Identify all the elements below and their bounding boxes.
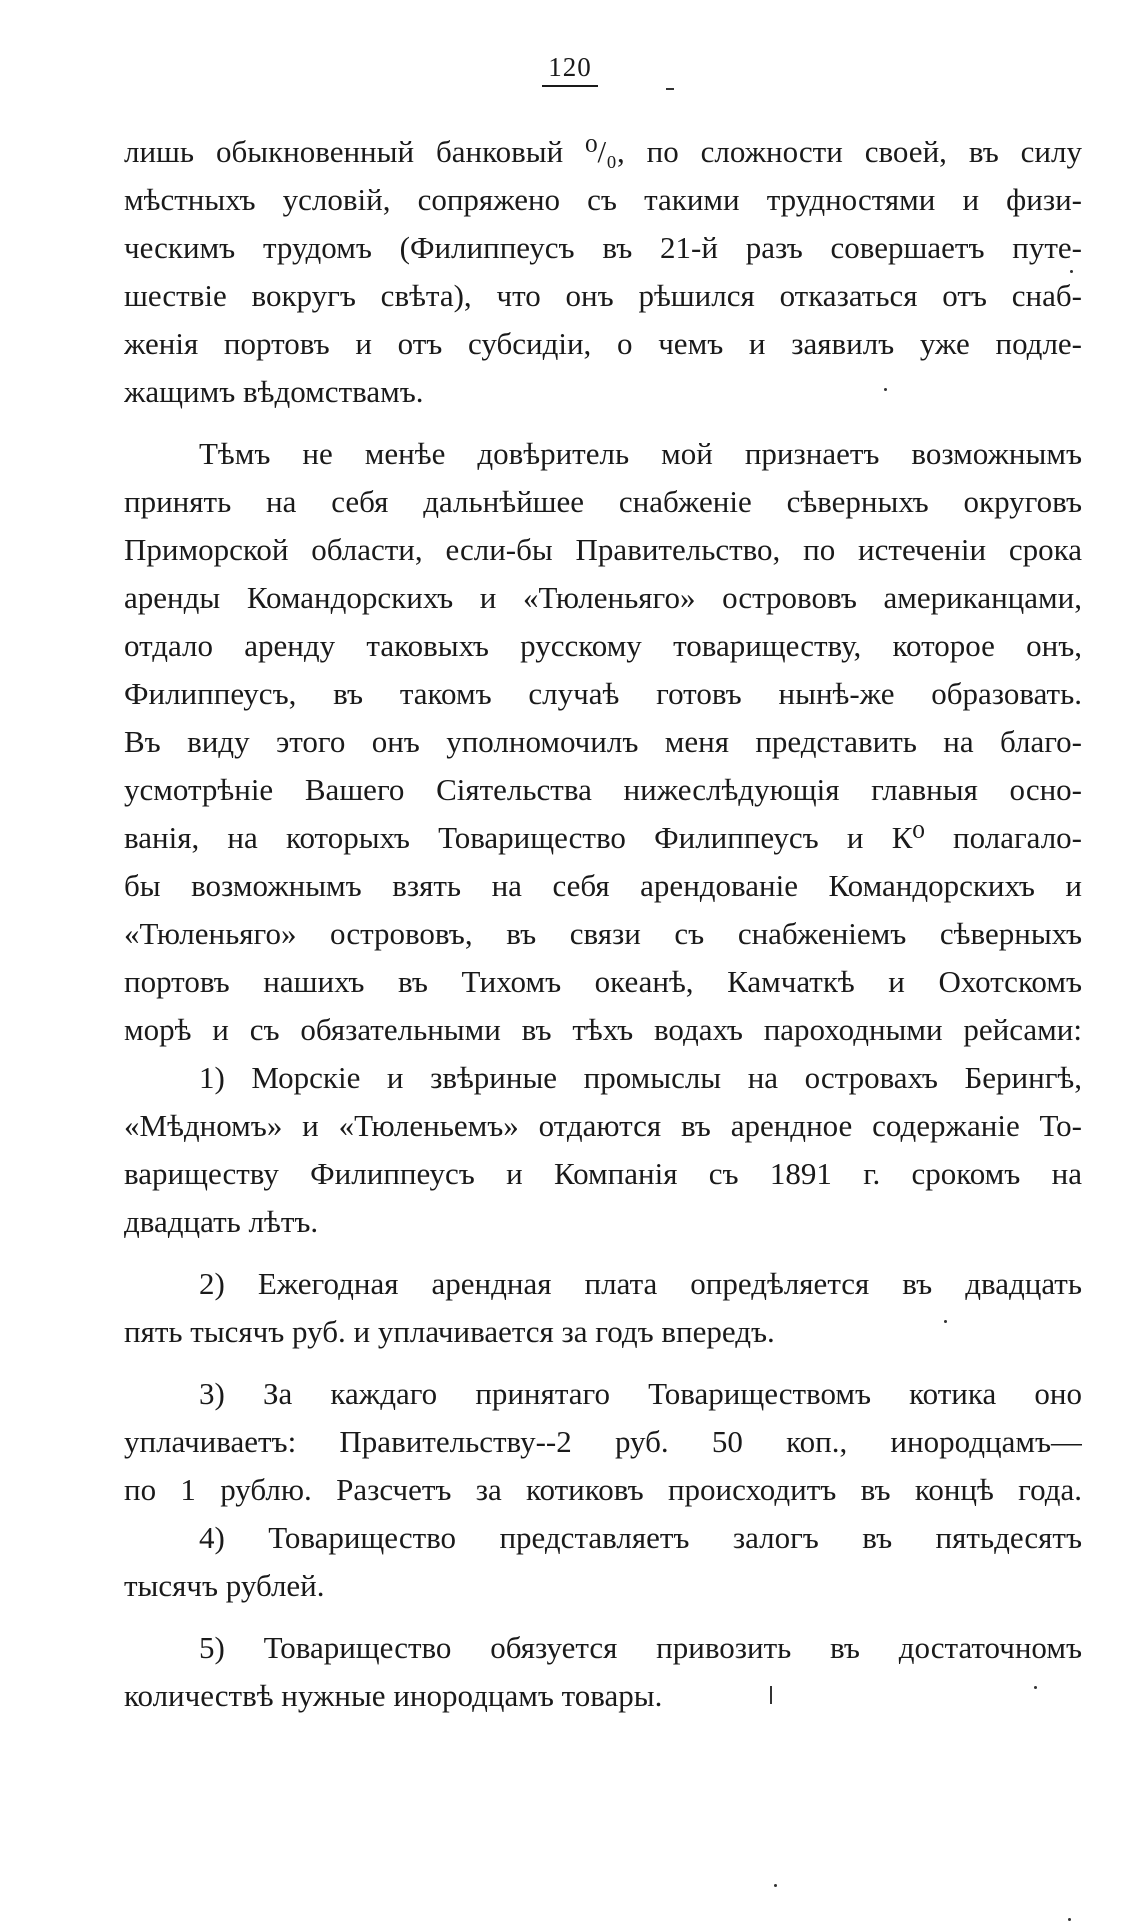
scan-speck — [1070, 270, 1073, 273]
text-line: портовъ нашихъ въ Тихомъ океанѣ, Камчаткѣ и Охотскомъ — [124, 964, 1082, 999]
text-line: по 1 рублю. Разсчетъ за котиковъ происходитъ въ концѣ года. — [124, 1472, 1082, 1507]
text-line: тысячъ рублей. — [124, 1568, 325, 1603]
text-line: пять тысячъ руб. и уплачивается за годъ впередъ. — [124, 1314, 775, 1349]
text-line: жащимъ вѣдомствамъ. — [124, 374, 424, 409]
text-line: вариществу Филиппеусъ и Компанія съ 1891 г. срокомъ на — [124, 1156, 1082, 1191]
text-line: «Мѣдномъ» и «Тюленьемъ» отдаются въ арендное содержаніе То- — [124, 1108, 1082, 1143]
text-line: морѣ и съ обязательными въ тѣхъ водахъ пароходными рейсами: — [124, 1012, 1082, 1047]
text-line: Филиппеусъ, въ такомъ случаѣ готовъ нынѣ-же образовать. — [124, 676, 1082, 711]
text-line: женія портовъ и отъ субсидіи, о чемъ и заявилъ уже подле- — [124, 326, 1082, 361]
text-line: двадцать лѣтъ. — [124, 1204, 319, 1239]
scan-speck — [774, 1884, 777, 1887]
text-line: отдало аренду таковыхъ русскому товариществу, которое онъ, — [124, 628, 1082, 663]
scan-speck — [1068, 1918, 1071, 1921]
paragraph-continuation — [124, 128, 1082, 416]
text-line: 4) Товарищество представляетъ залогъ въ пятьдесятъ — [199, 1520, 1082, 1555]
text-line: уплачиваетъ: Правительству--2 руб. 50 коп., инородцамъ— — [124, 1424, 1082, 1459]
body-text — [124, 128, 1082, 1720]
text-line: ческимъ трудомъ (Филиппеусъ въ 21-й разъ совершаетъ путе- — [124, 230, 1082, 265]
text-line: шествіе вокругъ свѣта), что онъ рѣшился отказаться отъ снаб- — [124, 278, 1082, 313]
text-line: 3) За каждаго принятаго Товариществомъ котика оно — [199, 1376, 1082, 1411]
text-line: мѣстныхъ условій, сопряжено съ такими трудностями и физи- — [124, 182, 1082, 217]
text-line: лишь обыкновенный банковый ⁰/₀, по сложности своей, въ силу — [124, 134, 1082, 169]
text-line: 5) Товарищество обязуется привозить въ достаточномъ — [199, 1630, 1082, 1665]
page-number-text: 120 — [542, 52, 598, 87]
scan-speck — [666, 88, 674, 90]
text-line: 1) Морскіе и звѣриные промыслы на островахъ Берингѣ, — [199, 1060, 1082, 1095]
text-line: Приморской области, если-бы Правительство, по истеченіи срока — [124, 532, 1082, 567]
page-number — [0, 52, 1140, 87]
text-line: 2) Ежегодная арендная плата опредѣляется въ двадцать — [199, 1266, 1082, 1301]
text-line: Тѣмъ не менѣе довѣритель мой признаетъ возможнымъ — [199, 436, 1082, 471]
list-item-2 — [124, 1260, 1082, 1356]
text-line: бы возможнымъ взять на себя арендованіе Командорскихъ и — [124, 868, 1082, 903]
list-item-1 — [124, 1054, 1082, 1246]
list-item-3 — [124, 1370, 1082, 1514]
text-line: количествѣ нужные инородцамъ товары. — [124, 1678, 663, 1713]
text-line: «Тюленьяго» острововъ, въ связи съ снабженіемъ сѣверныхъ — [124, 916, 1082, 951]
text-line: ванія, на которыхъ Товарищество Филиппеусъ и К⁰ полагало- — [124, 820, 1082, 855]
text-line: аренды Командорскихъ и «Тюленьяго» острововъ американцами, — [124, 580, 1082, 615]
text-line: Въ виду этого онъ уполномочилъ меня представить на благо- — [124, 724, 1082, 759]
text-line: принять на себя дальнѣйшее снабженіе сѣверныхъ округовъ — [124, 484, 1082, 519]
list-item-4 — [124, 1514, 1082, 1610]
scan-speck — [884, 388, 887, 391]
scan-speck — [944, 1320, 947, 1323]
text-line: усмотрѣніе Вашего Сіятельства нижеслѣдующія главныя осно- — [124, 772, 1082, 807]
scan-speck — [1034, 1686, 1037, 1689]
paragraph-main — [124, 430, 1082, 1054]
scan-speck — [770, 1686, 772, 1704]
list-item-5 — [124, 1624, 1082, 1720]
